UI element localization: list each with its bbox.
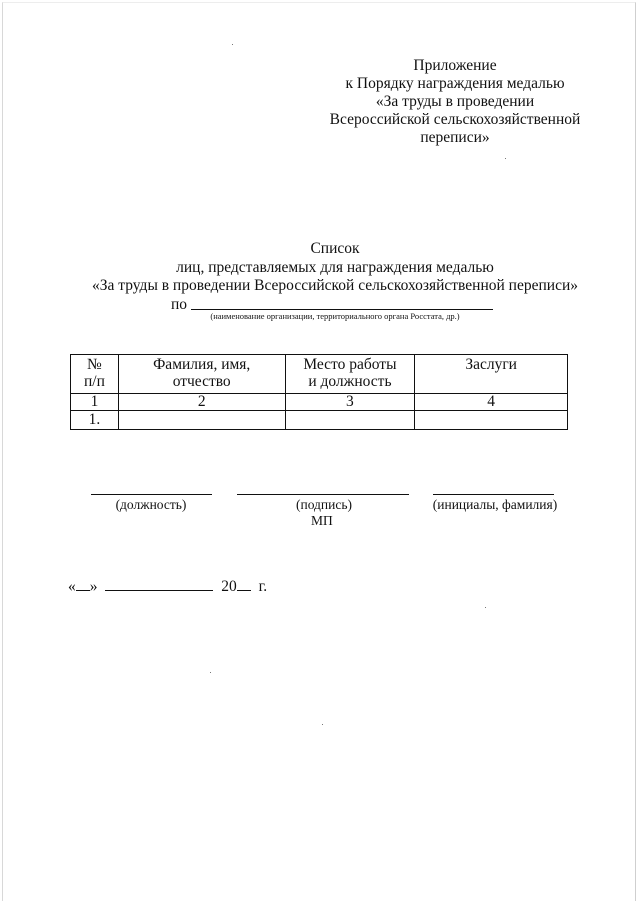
date-close-quote: » [89,578,98,595]
appendix-line: переписи» [420,129,490,146]
position-signature-line[interactable] [91,494,212,495]
stamp-place-label: МП [311,513,333,528]
month-blank[interactable] [105,578,213,591]
date-open-quote: « [68,578,76,595]
year-prefix: 20 [221,578,237,595]
header-workplace-label: Место работы и должность [303,356,397,390]
organization-blank-line[interactable] [191,309,493,310]
organization-prefix: по [171,296,188,313]
header-merits-label: Заслуги [465,356,517,373]
scan-speck [210,672,211,673]
header-full-name-label: Фамилия, имя, отчество [153,356,251,390]
column-number: 2 [118,394,285,411]
nominees-table [70,354,568,430]
table-row [71,411,568,430]
column-number: 4 [415,394,568,411]
name-signature-line[interactable] [433,494,554,495]
appendix-line: к Порядку награждения медалью [345,75,565,92]
name-caption: (инициалы, фамилия) [432,497,558,512]
document-title: Список [310,240,360,257]
year-blank[interactable] [237,578,251,591]
day-blank[interactable] [76,578,90,591]
appendix-line: Всероссийской сельскохозяйственной [329,111,581,128]
appendix-line: «За труды в проведении [375,93,535,110]
appendix-line: Приложение [413,57,497,74]
header-merits [415,355,568,394]
signature-caption: (подпись) [295,497,353,512]
column-number: 3 [285,394,415,411]
merits-cell[interactable] [415,411,568,430]
signature-line[interactable] [237,494,409,495]
document-heading [40,240,630,296]
row-number-cell: 1. [71,411,119,430]
header-workplace [285,355,415,394]
date-line [68,578,267,596]
header-full-name [118,355,285,394]
position-caption: (должность) [115,497,187,512]
scan-speck [232,44,233,45]
table-header-row [71,355,568,394]
heading-line: лиц, представляемых для награждения медалью [176,258,494,276]
scan-speck [485,607,486,608]
appendix-block [315,57,595,147]
header-number-label: № п/п [83,356,105,390]
header-number [71,355,119,394]
scan-speck [322,724,323,725]
scan-speck [505,158,506,159]
year-suffix: г. [258,578,268,595]
full-name-cell[interactable] [118,411,285,430]
heading-line: «За труды в проведении Всероссийской сельскохозяйственной переписи» [92,277,578,294]
column-number-row [71,394,568,411]
organization-caption: (наименование организации, территориального органа Росстата, др.) [210,311,460,321]
workplace-cell[interactable] [285,411,415,430]
column-number: 1 [71,394,119,411]
